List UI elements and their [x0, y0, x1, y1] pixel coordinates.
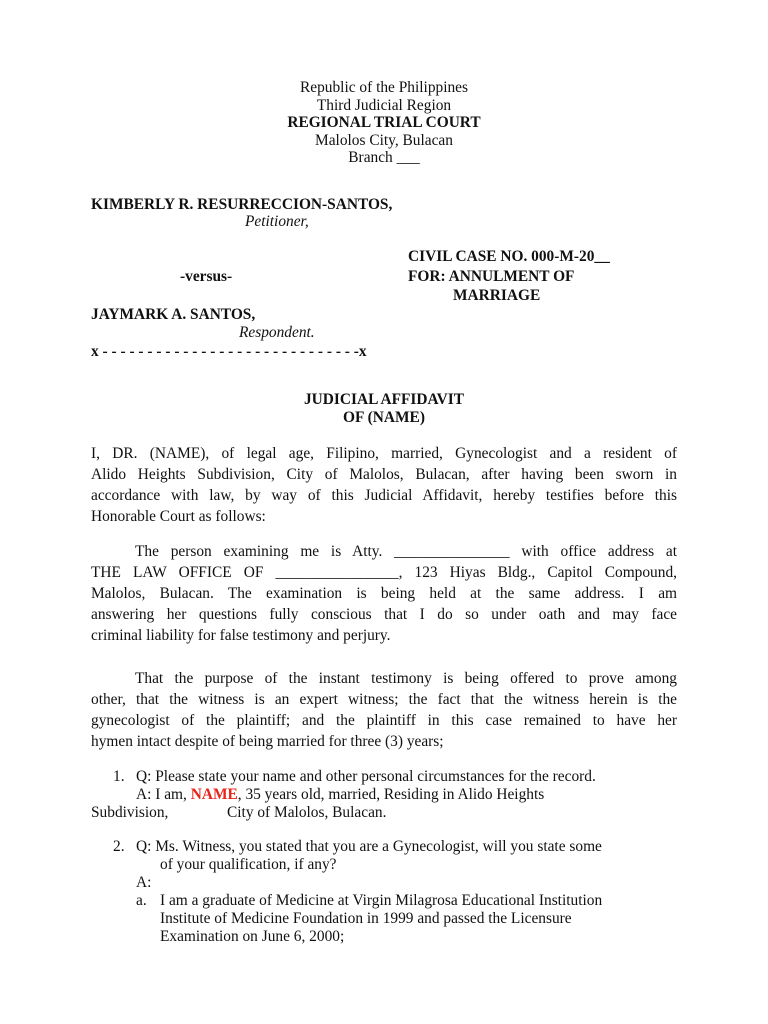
examiner-line-text: The person examining me is Atty. _______________ with office address at: [135, 543, 677, 560]
examiner-line-first: [91, 541, 677, 562]
q2-item-a-label: a.: [136, 892, 147, 909]
q1-answer-line2b: City of Malolos, Bulacan.: [227, 804, 387, 821]
examiner-line: THE LAW OFFICE OF ________________, 123 Hiyas Bldg., Capitol Compound,: [91, 564, 677, 581]
civil-case-number: CIVIL CASE NO. 000-M-20__: [408, 248, 610, 265]
case-subject-line1: FOR: ANNULMENT OF: [408, 268, 575, 285]
purpose-line-text: That the purpose of the instant testimony is being offered to prove among: [135, 670, 677, 687]
examiner-paragraph: [91, 541, 677, 646]
q2-question-line2: of your qualification, if any?: [160, 856, 337, 873]
q1-answer-rest: , 35 years old, married, Residing in Alido Heights: [237, 786, 545, 803]
affidavit-subtitle: OF (NAME): [343, 409, 425, 426]
intro-line: I, DR. (NAME), of legal age, Filipino, married, Gynecologist and a resident of: [91, 445, 677, 462]
petitioner-role: Petitioner,: [245, 213, 309, 230]
intro-paragraph: [91, 443, 677, 527]
affidavit-title: JUDICIAL AFFIDAVIT: [303, 391, 465, 408]
q1-answer-line2a: Subdivision,: [91, 804, 169, 821]
header-region: Third Judicial Region: [316, 97, 452, 114]
case-subject-line2: MARRIAGE: [453, 287, 541, 304]
q1-number: 1.: [113, 768, 125, 785]
q1-question: Q: Please state your name and other personal circumstances for the record.: [136, 768, 596, 785]
q1-answer: [136, 786, 544, 804]
q1-answer-prefix: A: I am,: [136, 786, 191, 803]
purpose-line-first: [91, 668, 677, 689]
q2-answer-label: A:: [136, 874, 152, 891]
examiner-line: Malolos, Bulacan. The examination is being held at the same address. I am: [91, 585, 677, 602]
caption-separator: x - - - - - - - - - - - - - - - - - - - - - - - - - - - - -x: [91, 343, 367, 360]
petitioner-name: KIMBERLY R. RESURRECCION-SANTOS,: [91, 196, 393, 213]
q2-item-a-line2: Institute of Medicine Foundation in 1999 and passed the Licensure: [160, 910, 572, 927]
purpose-line: gynecologist of the plaintiff; and the plaintiff in this case remained to have her: [91, 712, 677, 729]
intro-line: accordance with law, by way of this Judicial Affidavit, hereby testifies before this: [91, 487, 677, 504]
examiner-line: criminal liability for false testimony and perjury.: [91, 627, 391, 644]
intro-line: Honorable Court as follows:: [91, 508, 266, 525]
versus-label: -versus-: [180, 268, 233, 285]
header-republic: Republic of the Philippines: [300, 79, 468, 96]
purpose-line: hymen intact despite of being married for three (3) years;: [91, 733, 444, 750]
q2-number: 2.: [113, 838, 125, 855]
q2-question-line1: Q: Ms. Witness, you stated that you are a Gynecologist, will you state some: [136, 838, 602, 855]
intro-line: Alido Heights Subdivision, City of Malolos, Bulacan, after having been sworn in: [91, 466, 677, 483]
purpose-paragraph: [91, 668, 677, 752]
header-court: REGIONAL TRIAL COURT: [287, 114, 481, 131]
q1-answer-name: NAME: [190, 786, 238, 803]
header-city: Malolos City, Bulacan: [315, 132, 453, 149]
respondent-name: JAYMARK A. SANTOS,: [91, 306, 256, 323]
purpose-line: other, that the witness is an expert witness; the fact that the witness herein is the: [91, 691, 677, 708]
header-branch: Branch ___: [348, 149, 420, 166]
respondent-role: Respondent.: [239, 324, 315, 341]
examiner-line: answering her questions fully conscious that I do so under oath and may face: [91, 606, 677, 623]
q2-item-a-line3: Examination on June 6, 2000;: [160, 928, 345, 945]
q2-item-a-line1: I am a graduate of Medicine at Virgin Milagrosa Educational Institution: [160, 892, 603, 909]
